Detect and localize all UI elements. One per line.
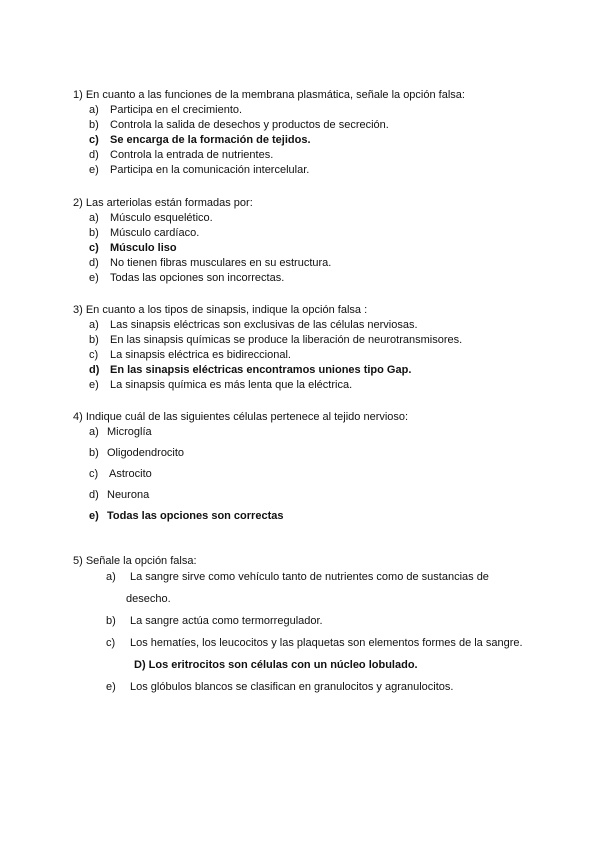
option-letter: b) (89, 447, 99, 459)
option-a (73, 570, 543, 592)
option-c (73, 348, 543, 363)
option-a (73, 425, 543, 446)
option-e (73, 163, 543, 178)
question-4 (73, 410, 543, 530)
question-1 (73, 88, 543, 178)
option-letter: e) (106, 681, 116, 693)
option-d (73, 488, 543, 509)
question-stem: 1) En cuanto a las funciones de la membrana plasmática, señale la opción falsa: (73, 89, 465, 101)
option-letter: d) (89, 257, 99, 269)
question-5 (73, 554, 543, 702)
option-letter: e) (89, 272, 99, 284)
option-c (73, 467, 543, 488)
option-text: Todas las opciones son incorrectas. (110, 272, 285, 284)
question-stem: 4) Indique cuál de las siguientes células pertenece al tejido nervioso: (73, 411, 409, 423)
option-b (73, 118, 543, 133)
option-text: Músculo cardíaco. (110, 227, 200, 239)
option-c-highlighted (73, 133, 543, 148)
option-d-highlighted (73, 658, 543, 680)
option-letter: c) (89, 349, 99, 361)
option-text: Participa en el crecimiento. (110, 104, 243, 116)
option-c (73, 636, 543, 658)
option-letter: c) (89, 468, 99, 480)
option-text: Controla la salida de desechos y productos de secreción. (110, 119, 389, 131)
option-text: En las sinapsis eléctricas encontramos uniones tipo Gap. (110, 364, 412, 376)
option-text: Los glóbulos blancos se clasifican en granulocitos y agranulocitos. (130, 681, 454, 693)
option-letter: b) (89, 227, 99, 239)
option-d-highlighted (73, 363, 543, 378)
option-letter: c) (106, 637, 116, 649)
option-text: La sinapsis química es más lenta que la eléctrica. (110, 379, 353, 391)
option-d (73, 148, 543, 163)
option-text: En las sinapsis químicas se produce la liberación de neurotransmisores. (110, 334, 463, 346)
option-text: No tienen fibras musculares en su estructura. (110, 257, 332, 269)
option-text: Músculo esquelético. (110, 212, 213, 224)
question-3 (73, 303, 543, 393)
option-text: Músculo liso (110, 242, 177, 254)
option-text: desecho. (126, 593, 171, 605)
option-e (73, 680, 543, 702)
option-text: La sangre sirve como vehículo tanto de nutrientes como de sustancias de (130, 571, 489, 583)
option-e (73, 271, 543, 286)
option-letter: b) (89, 334, 99, 346)
option-text: Oligodendrocito (107, 447, 185, 459)
option-b (73, 333, 543, 348)
option-text: La sangre actúa como termorregulador. (130, 615, 323, 627)
option-text: D) Los eritrocitos son células con un núcleo lobulado. (134, 659, 418, 671)
option-text: Astrocito (109, 468, 152, 480)
option-letter: a) (89, 426, 99, 438)
question-stem: 3) En cuanto a los tipos de sinapsis, indique la opción falsa : (73, 304, 368, 316)
option-letter: c) (89, 134, 99, 146)
option-text: Microglía (107, 426, 152, 438)
option-letter: e) (89, 379, 99, 391)
question-2 (73, 196, 543, 286)
option-letter: d) (89, 149, 99, 161)
option-letter: b) (106, 615, 116, 627)
option-a (73, 103, 543, 118)
option-text: Las sinapsis eléctricas son exclusivas de las células nerviosas. (110, 319, 418, 331)
option-letter: a) (89, 104, 99, 116)
option-text: Neurona (107, 489, 150, 501)
option-e (73, 378, 543, 393)
option-b (73, 226, 543, 241)
option-letter: d) (89, 489, 99, 501)
option-text: La sinapsis eléctrica es bidireccional. (110, 349, 291, 361)
option-letter: e) (89, 164, 99, 176)
option-letter: e) (89, 510, 99, 522)
option-c-highlighted (73, 241, 543, 256)
option-d (73, 256, 543, 271)
option-letter: a) (106, 571, 116, 583)
option-letter: a) (89, 212, 99, 224)
option-a-continuation (73, 592, 543, 614)
option-b (73, 446, 543, 467)
option-b (73, 614, 543, 636)
option-letter: c) (89, 242, 99, 254)
option-text: Controla la entrada de nutrientes. (110, 149, 274, 161)
option-a (73, 211, 543, 226)
option-letter: b) (89, 119, 99, 131)
option-text: Participa en la comunicación intercelular. (110, 164, 310, 176)
option-e-highlighted (73, 509, 543, 530)
option-letter: a) (89, 319, 99, 331)
option-text: Los hematíes, los leucocitos y las plaquetas son elementos formes de la sangre. (130, 637, 523, 649)
question-stem: 5) Señale la opción falsa: (73, 555, 197, 567)
option-text: Se encarga de la formación de tejidos. (110, 134, 311, 146)
option-text: Todas las opciones son correctas (107, 510, 284, 522)
option-letter: d) (89, 364, 100, 376)
question-stem: 2) Las arteriolas están formadas por: (73, 197, 253, 209)
option-a (73, 318, 543, 333)
